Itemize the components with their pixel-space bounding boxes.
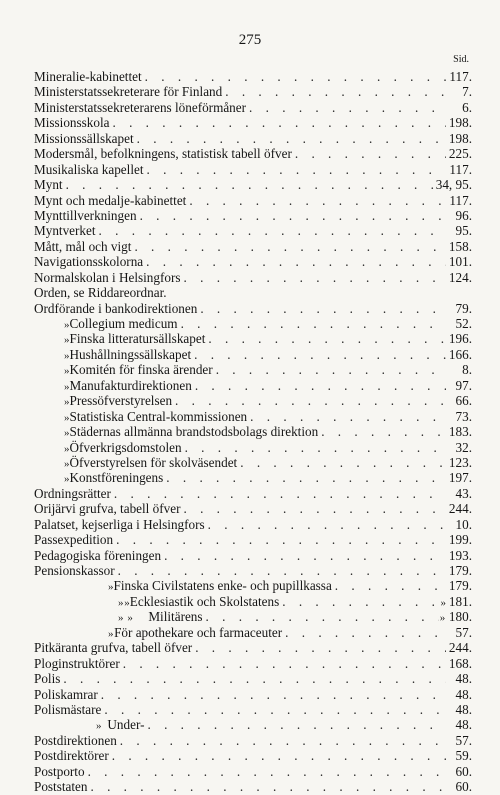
entry-name: Pensionskassor bbox=[34, 563, 115, 578]
ditto-mark: » bbox=[64, 365, 70, 378]
dot-leader bbox=[181, 270, 446, 285]
dot-leader bbox=[246, 100, 446, 115]
page-reference: 43. bbox=[455, 485, 472, 501]
entry-name: Postdirektörer bbox=[34, 748, 109, 764]
page-reference: 57. bbox=[455, 732, 472, 748]
dot-leader bbox=[197, 301, 446, 316]
entry-name: Mineralie-kabinettet bbox=[34, 69, 142, 84]
entry-name: Postporto bbox=[34, 763, 85, 779]
dot-leader bbox=[115, 563, 446, 578]
entry-name: Navigationsskolorna bbox=[34, 254, 144, 270]
entry-name: Finska litteratursällskapet bbox=[69, 331, 206, 347]
entry-name: Öfverkrigsdomstolen bbox=[69, 439, 182, 455]
dot-leader bbox=[163, 470, 446, 485]
entry-name: Mynt och medalje-kabinettet bbox=[34, 192, 187, 208]
dot-leader bbox=[109, 115, 446, 130]
dot-leader bbox=[205, 331, 446, 346]
entry-name: Poliskamrar bbox=[34, 686, 98, 702]
page-reference: 52. bbox=[455, 316, 472, 331]
page-reference: 123. bbox=[448, 454, 472, 470]
dot-leader bbox=[101, 702, 446, 717]
index-entry bbox=[34, 687, 472, 702]
page-reference: 181. bbox=[448, 593, 472, 609]
entry-name: Mynt bbox=[34, 177, 63, 193]
index-entry bbox=[34, 177, 472, 192]
index-entry bbox=[34, 115, 472, 130]
dot-leader bbox=[292, 146, 446, 161]
index-entry bbox=[34, 239, 472, 254]
entry-name: Finska Civilstatens enke- och pupillkassa bbox=[113, 578, 332, 594]
index-entry bbox=[34, 162, 472, 177]
entry-name: Missionssällskapet bbox=[34, 130, 134, 146]
dot-leader bbox=[143, 254, 446, 269]
dot-leader bbox=[111, 486, 446, 501]
entry-name: Ministerstatssekreterare för Finland bbox=[34, 84, 223, 100]
dot-leader bbox=[186, 193, 446, 208]
dot-leader bbox=[182, 440, 446, 455]
index-entry bbox=[34, 548, 472, 563]
ditto-mark: » bbox=[108, 581, 114, 594]
entry-name: Pressöfverstyrelsen bbox=[69, 393, 173, 409]
entry-name: Militärens bbox=[148, 609, 203, 625]
index-entry bbox=[34, 578, 472, 593]
entry-name: Pedagogiska föreningen bbox=[34, 547, 162, 563]
entry-name: Pitkäranta grufva, tabell öfver bbox=[34, 640, 193, 656]
entry-name: Mått, mål och vigt bbox=[34, 238, 132, 254]
page-reference: 193. bbox=[448, 547, 472, 563]
dot-leader bbox=[96, 223, 446, 238]
page-reference: 117. bbox=[449, 192, 472, 208]
dot-leader bbox=[172, 393, 446, 408]
dot-leader bbox=[192, 640, 446, 655]
ditto-mark: » bbox=[64, 334, 70, 347]
ditto-mark: » bbox=[118, 612, 124, 625]
page-reference: 48. bbox=[455, 717, 472, 733]
page-reference: 48. bbox=[455, 701, 472, 717]
page-reference: 124. bbox=[448, 269, 472, 285]
entry-name: Collegium medicum bbox=[69, 316, 178, 331]
page-reference: 73. bbox=[455, 408, 472, 424]
entry-name: Poststaten bbox=[34, 779, 88, 795]
dot-leader bbox=[192, 378, 446, 393]
page-reference: 66. bbox=[455, 393, 472, 409]
entry-name: Modersmål, befolkningens, statistisk tabell öfver bbox=[34, 146, 292, 162]
index-entry bbox=[34, 409, 472, 424]
dot-leader bbox=[117, 733, 446, 748]
page-reference: 48. bbox=[455, 671, 472, 687]
page-reference: 60. bbox=[455, 779, 472, 795]
entry-name: Normalskolan i Helsingfors bbox=[34, 269, 181, 285]
ditto-mark: » bbox=[96, 720, 102, 733]
entry-name: Konstföreningens bbox=[69, 470, 164, 486]
index-entry bbox=[34, 301, 472, 316]
ditto-mark: » bbox=[64, 473, 70, 486]
ditto-mark: » bbox=[64, 442, 70, 455]
ditto-mark: » bbox=[64, 319, 70, 331]
dot-leader bbox=[332, 578, 446, 593]
entry-name: Polismästare bbox=[34, 701, 102, 717]
entry-name: Statistiska Central-kommissionen bbox=[69, 408, 248, 424]
ditto-mark: » bbox=[64, 411, 70, 424]
index-entry bbox=[34, 378, 472, 393]
dot-leader bbox=[142, 69, 446, 84]
entry-name: Städernas allmänna brandstodsbolags direktion bbox=[69, 424, 319, 440]
page-reference: 95. bbox=[455, 223, 472, 239]
index-entry bbox=[34, 208, 472, 223]
ditto-mark: » bbox=[439, 612, 446, 625]
page-reference: 225. bbox=[448, 146, 472, 162]
dot-leader bbox=[282, 625, 446, 640]
page-reference: 117. bbox=[449, 69, 472, 84]
dot-leader bbox=[113, 532, 446, 547]
dot-leader bbox=[191, 347, 446, 362]
page-column-header: Sid. bbox=[453, 54, 469, 65]
page-reference: 166. bbox=[448, 346, 472, 362]
page-reference: 8. bbox=[462, 362, 472, 378]
entry-name: Manufakturdirektionen bbox=[69, 377, 192, 393]
page-reference: 48. bbox=[455, 686, 472, 702]
index-list bbox=[34, 69, 472, 795]
entry-name: Myntverket bbox=[34, 223, 96, 239]
index-entry bbox=[34, 84, 472, 99]
entry-name: Komitén för finska ärender bbox=[69, 362, 213, 378]
page-reference: 97. bbox=[455, 377, 472, 393]
entry-name: Orden, se Riddareordnar. bbox=[34, 285, 167, 301]
entry-name: Ministerstatssekreterarens löneförmåner bbox=[34, 99, 247, 115]
index-entry bbox=[34, 270, 472, 285]
page-reference: 197. bbox=[448, 470, 472, 486]
dot-leader bbox=[87, 779, 446, 794]
dot-leader bbox=[180, 501, 446, 516]
page-reference: 196. bbox=[448, 331, 472, 347]
dot-leader bbox=[161, 548, 446, 563]
ditto-mark: » bbox=[118, 596, 124, 609]
index-entry bbox=[34, 764, 472, 779]
entry-name: För apothekare och farmaceuter bbox=[114, 624, 283, 640]
dot-leader bbox=[109, 748, 446, 763]
dot-leader bbox=[144, 717, 446, 732]
index-entry bbox=[34, 424, 472, 439]
entry-name: Missionsskola bbox=[34, 115, 110, 131]
ditto-mark: » bbox=[64, 457, 70, 470]
index-entry bbox=[34, 146, 472, 161]
page-reference: 244. bbox=[448, 501, 472, 517]
index-entry bbox=[34, 193, 472, 208]
page-reference: 10. bbox=[455, 516, 472, 532]
entry-name: Ecklesiastik och Skolstatens bbox=[129, 593, 280, 609]
entry-name: Palatset, kejserliga i Helsingfors bbox=[34, 516, 205, 532]
page-reference: 158. bbox=[448, 238, 472, 254]
page-reference: 6. bbox=[462, 99, 472, 115]
index-entry bbox=[34, 316, 472, 331]
index-entry bbox=[34, 455, 472, 470]
index-entry bbox=[34, 609, 472, 624]
index-entry bbox=[34, 470, 472, 485]
entry-name: Hushållningssällskapet bbox=[69, 346, 192, 362]
page-reference: 57. bbox=[455, 624, 472, 640]
index-entry bbox=[34, 440, 472, 455]
dot-leader bbox=[144, 162, 446, 177]
entry-name: Ploginstruktörer bbox=[34, 655, 120, 671]
entry-name: Passexpedition bbox=[34, 532, 114, 548]
index-entry bbox=[34, 717, 472, 732]
index-entry bbox=[34, 285, 472, 300]
index-entry bbox=[34, 671, 472, 686]
dot-leader bbox=[237, 455, 446, 470]
page-reference: 183. bbox=[448, 424, 472, 440]
dot-leader bbox=[134, 131, 446, 146]
page-reference: 179. bbox=[448, 563, 472, 578]
entry-name: Öfverstyrelsen för skolväsendet bbox=[69, 454, 238, 470]
index-entry bbox=[34, 563, 472, 578]
dot-leader bbox=[222, 84, 446, 99]
ditto-mark: » bbox=[108, 627, 114, 640]
page-reference: 244. bbox=[448, 640, 472, 656]
page-reference: 198. bbox=[448, 130, 472, 146]
index-entry bbox=[34, 733, 472, 748]
page-reference: 34, 95. bbox=[435, 177, 472, 193]
index-entry bbox=[34, 131, 472, 146]
page-reference: 32. bbox=[455, 439, 472, 455]
dot-leader bbox=[63, 177, 436, 192]
entry-name: Orijärvi grufva, tabell öfver bbox=[34, 501, 181, 517]
dot-leader bbox=[85, 764, 446, 779]
ditto-mark: » bbox=[64, 427, 70, 440]
dot-leader bbox=[205, 517, 446, 532]
index-entry bbox=[34, 100, 472, 115]
dot-leader bbox=[178, 316, 446, 331]
index-entry bbox=[34, 362, 472, 377]
ditto-mark: » bbox=[440, 596, 446, 609]
dot-leader bbox=[247, 409, 446, 424]
ditto-mark: » bbox=[124, 596, 130, 609]
index-entry bbox=[34, 69, 472, 84]
index-entry bbox=[34, 223, 472, 238]
entry-name: Mynttillverkningen bbox=[34, 207, 137, 223]
index-entry bbox=[34, 393, 472, 408]
dot-leader bbox=[203, 609, 439, 624]
index-entry bbox=[34, 779, 472, 794]
entry-name: Musikaliska kapellet bbox=[34, 161, 144, 177]
page-reference: 79. bbox=[455, 300, 472, 316]
dot-leader bbox=[279, 594, 440, 609]
page-reference: 199. bbox=[448, 532, 472, 548]
page-reference: 117. bbox=[449, 161, 472, 177]
ditto-mark: » bbox=[64, 349, 70, 362]
dot-leader bbox=[137, 208, 446, 223]
index-entry bbox=[34, 702, 472, 717]
index-entry bbox=[34, 517, 472, 532]
index-entry bbox=[34, 486, 472, 501]
index-entry bbox=[34, 254, 472, 269]
index-entry bbox=[34, 748, 472, 763]
entry-name: Polis bbox=[34, 671, 61, 687]
entry-name: Under- bbox=[107, 717, 145, 733]
page-reference: 96. bbox=[455, 207, 472, 223]
dot-leader bbox=[318, 424, 446, 439]
index-entry bbox=[34, 331, 472, 346]
index-entry bbox=[34, 594, 472, 609]
index-entry bbox=[34, 625, 472, 640]
page-reference: 60. bbox=[455, 763, 472, 779]
ditto-mark: » bbox=[64, 396, 70, 409]
index-entry bbox=[34, 501, 472, 516]
page-reference: 180. bbox=[448, 609, 472, 625]
page-reference: 101. bbox=[448, 254, 472, 270]
dot-leader bbox=[213, 362, 446, 377]
ditto-mark: » bbox=[127, 612, 133, 625]
dot-leader bbox=[120, 656, 446, 671]
entry-name: Ordningsrätter bbox=[34, 485, 111, 501]
index-entry bbox=[34, 656, 472, 671]
index-entry bbox=[34, 640, 472, 655]
page-reference: 59. bbox=[455, 748, 472, 764]
page-reference: 7. bbox=[462, 84, 472, 100]
page-reference: 198. bbox=[448, 115, 472, 131]
page-number: 275 bbox=[238, 32, 262, 48]
index-entry bbox=[34, 347, 472, 362]
ditto-mark: » bbox=[64, 380, 70, 393]
dot-leader bbox=[60, 671, 446, 686]
page-reference: 179. bbox=[448, 578, 472, 594]
dot-leader bbox=[98, 687, 446, 702]
entry-name: Postdirektionen bbox=[34, 732, 117, 748]
entry-name: Ordförande i bankodirektionen bbox=[34, 300, 198, 316]
index-entry bbox=[34, 532, 472, 547]
page-reference: 168. bbox=[448, 655, 472, 671]
dot-leader bbox=[131, 239, 446, 254]
